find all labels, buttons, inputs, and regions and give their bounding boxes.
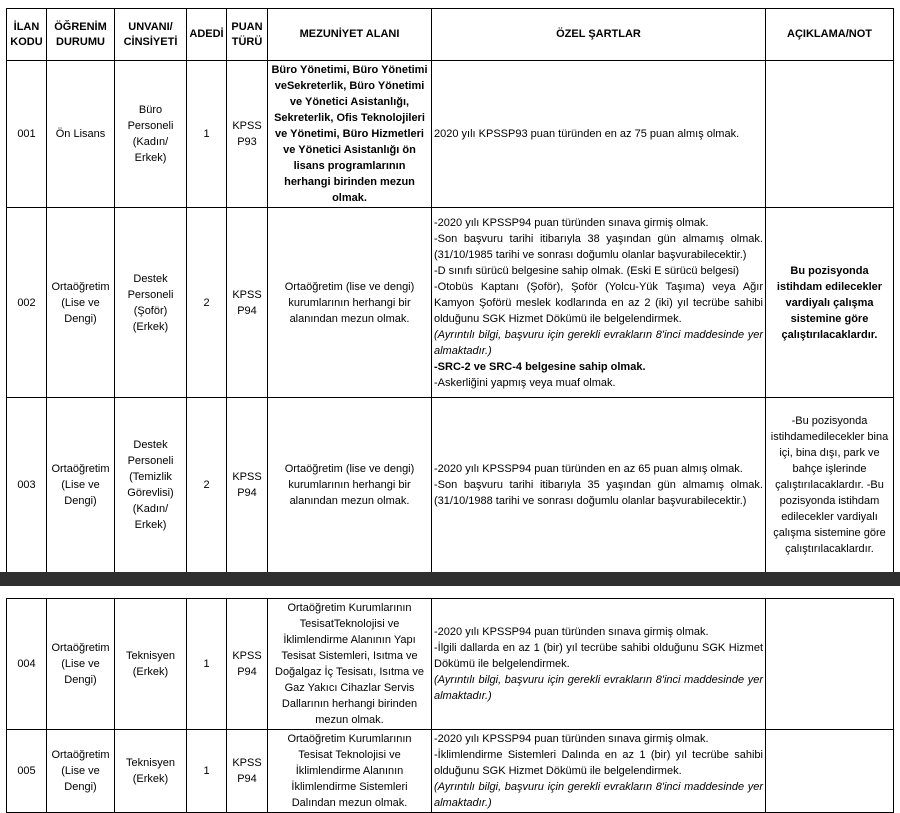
header-mezuniyet-alani: MEZUNİYET ALANI: [268, 9, 432, 61]
cell-aciklama: -Bu pozisyonda istihdamedilecekler bina içi, bina dışı, park ve bahçe işlerinde çalıştırılacaklardır. -Bu pozisyonda istihdam edilecekler vardiyalı çalışma sistemine göre çalıştırılacaklardır.: [766, 398, 894, 573]
header-ogrenim-durumu: ÖĞRENİM DURUMU: [47, 9, 115, 61]
ozel-sart-note: (Ayrıntılı bilgi, başvuru için gerekli evrakların 8'inci maddesinde yer almaktadır.): [434, 781, 763, 809]
cell-ogrenim: Ortaöğretim (Lise ve Dengi): [47, 208, 115, 398]
cell-ogrenim: Ön Lisans: [47, 61, 115, 208]
cell-mezuniyet: Büro Yönetimi, Büro Yönetimi veSekreterlik, Büro Yönetimi ve Yönetici Asistanlığı, Sekreterlik, Ofis Teknolojileri ve Yönetimi, Büro Hizmetleri ve Yönetici Asistanlığı ön lisans programlarının herhangi birinden mezun olmak.: [268, 61, 432, 208]
ozel-sart-line: 2020 yılı KPSSP93 puan türünden en az 75 puan almış olmak.: [434, 128, 740, 140]
ozel-sart-line: -2020 yılı KPSSP94 puan türünden sınava girmiş olmak.: [434, 216, 709, 229]
table-row: [7, 208, 894, 398]
page-gap: [6, 586, 893, 598]
cell-ogrenim: Ortaöğretim (Lise ve Dengi): [47, 398, 115, 573]
cell-kod: 003: [7, 398, 47, 573]
cell-puan: KPSS P94: [227, 398, 268, 573]
ozel-sart-line: -2020 yılı KPSSP94 puan türünden sınava girmiş olmak.: [434, 626, 709, 638]
cell-kod: 004: [7, 599, 47, 730]
page-divider: [0, 572, 900, 586]
ozel-sart-line: -Son başvuru tarihi itibarıyla 38 yaşından gün almamış olmak. (31/10/1985 tarihi ve sonrası doğumlu olanlar başvurabilecektir.): [434, 232, 763, 261]
cell-adet: 2: [187, 208, 227, 398]
positions-table-top: [6, 8, 894, 573]
header-row: [7, 9, 894, 61]
cell-aciklama: [766, 599, 894, 730]
cell-unvan: Teknisyen (Erkek): [115, 730, 187, 813]
cell-mezuniyet: Ortaöğretim (lise ve dengi) kurumlarının herhangi bir alanından mezun olmak.: [268, 398, 432, 573]
cell-ozel-sartlar: [432, 208, 766, 398]
table-row: [7, 398, 894, 573]
ozel-sart-line: -Askerliğini yapmış veya muaf olmak.: [434, 376, 616, 389]
cell-unvan: Destek Personeli (Temizlik Görevlisi) (Kadın/ Erkek): [115, 398, 187, 573]
cell-puan: KPSS P94: [227, 208, 268, 398]
ozel-sart-line: -SRC-2 ve SRC-4 belgesine sahip olmak.: [434, 360, 646, 373]
cell-kod: 001: [7, 61, 47, 208]
cell-mezuniyet: Ortaöğretim Kurumlarının TesisatTeknolojisi ve İklimlendirme Alanının Yapı Tesisat Sistemleri, Isıtma ve Doğalgaz İç Tesisatı, Isıtma ve Gaz Yakıcı Cihazlar Servis Dallarının herhangi birinden mezun olmak.: [268, 599, 432, 730]
cell-aciklama: Bu pozisyonda istihdam edilecekler vardiyalı çalışma sistemine göre çalıştırılacaklardır.: [766, 208, 894, 398]
cell-ogrenim: Ortaöğretim (Lise ve Dengi): [47, 599, 115, 730]
cell-adet: 1: [187, 599, 227, 730]
cell-ozel-sartlar: [432, 730, 766, 813]
cell-kod: 002: [7, 208, 47, 398]
cell-mezuniyet: Ortaöğretim Kurumlarının Tesisat Teknolojisi ve İklimlendirme Alanının İklimlendirme Sistemleri Dalından mezun olmak.: [268, 730, 432, 813]
cell-puan: KPSS P94: [227, 599, 268, 730]
header-unvan-cinsiyet: UNVANI/ CİNSİYETİ: [115, 9, 187, 61]
cell-ozel-sartlar: [432, 599, 766, 730]
ozel-sart-note: (Ayrıntılı bilgi, başvuru için gerekli evrakların 8'inci maddesinde yer almaktadır.): [434, 328, 763, 357]
ozel-sart-line: -D sınıfı sürücü belgesine sahip olmak. (Eski E sürücü belgesi): [434, 264, 740, 277]
cell-ogrenim: Ortaöğretim (Lise ve Dengi): [47, 730, 115, 813]
positions-table-bottom: [6, 598, 894, 813]
cell-puan: KPSS P94: [227, 730, 268, 813]
cell-unvan: Teknisyen (Erkek): [115, 599, 187, 730]
cell-adet: 1: [187, 61, 227, 208]
cell-adet: 1: [187, 730, 227, 813]
table-row: [7, 730, 894, 813]
ozel-sart-line: -Son başvuru tarihi itibarıyla 35 yaşından gün almamış olmak. (31/10/1988 tarihi ve sonrası doğumlu olanlar başvurabilecektir.): [434, 479, 763, 507]
cell-mezuniyet: Ortaöğretim (lise ve dengi) kurumlarının herhangi bir alanından mezun olmak.: [268, 208, 432, 398]
cell-unvan: Destek Personeli (Şoför) (Erkek): [115, 208, 187, 398]
header-ilan-kodu: İLAN KODU: [7, 9, 47, 61]
cell-aciklama: [766, 730, 894, 813]
cell-unvan: Büro Personeli (Kadın/ Erkek): [115, 61, 187, 208]
header-aciklama-not: AÇIKLAMA/NOT: [766, 9, 894, 61]
ozel-sart-line: -2020 yılı KPSSP94 puan türünden sınava girmiş olmak.: [434, 733, 709, 745]
header-ozel-sartlar: ÖZEL ŞARTLAR: [432, 9, 766, 61]
cell-adet: 2: [187, 398, 227, 573]
header-puan-turu: PUAN TÜRÜ: [227, 9, 268, 61]
cell-ozel-sartlar: [432, 61, 766, 208]
cell-kod: 005: [7, 730, 47, 813]
cell-puan: KPSS P93: [227, 61, 268, 208]
table-row: [7, 61, 894, 208]
cell-aciklama: [766, 61, 894, 208]
ozel-sart-line: -Otobüs Kaptanı (Şoför), Şoför (Yolcu-Yük Taşıma) veya Ağır Kamyon Şoförü meslek kodlarında en az 2 (iki) yıl tecrübe sahibi olduğunu SGK Hizmet Dökümü ile belgelendirmek.: [434, 280, 763, 325]
ozel-sart-line: -İlgili dallarda en az 1 (bir) yıl tecrübe sahibi olduğunu SGK Hizmet Dökümü ile belgelendirmek.: [434, 642, 763, 670]
ozel-sart-line: -2020 yılı KPSSP94 puan türünden en az 65 puan almış olmak.: [434, 463, 743, 475]
ozel-sart-note: (Ayrıntılı bilgi, başvuru için gerekli evrakların 8'inci maddesinde yer almaktadır.): [434, 674, 763, 702]
cell-ozel-sartlar: [432, 398, 766, 573]
header-adet: ADEDİ: [187, 9, 227, 61]
ozel-sart-line: -İklimlendirme Sistemleri Dalında en az 1 (bir) yıl tecrübe sahibi olduğunu SGK Hizmet Dökümü ile belgelendirmek.: [434, 749, 763, 777]
table-row: [7, 599, 894, 730]
